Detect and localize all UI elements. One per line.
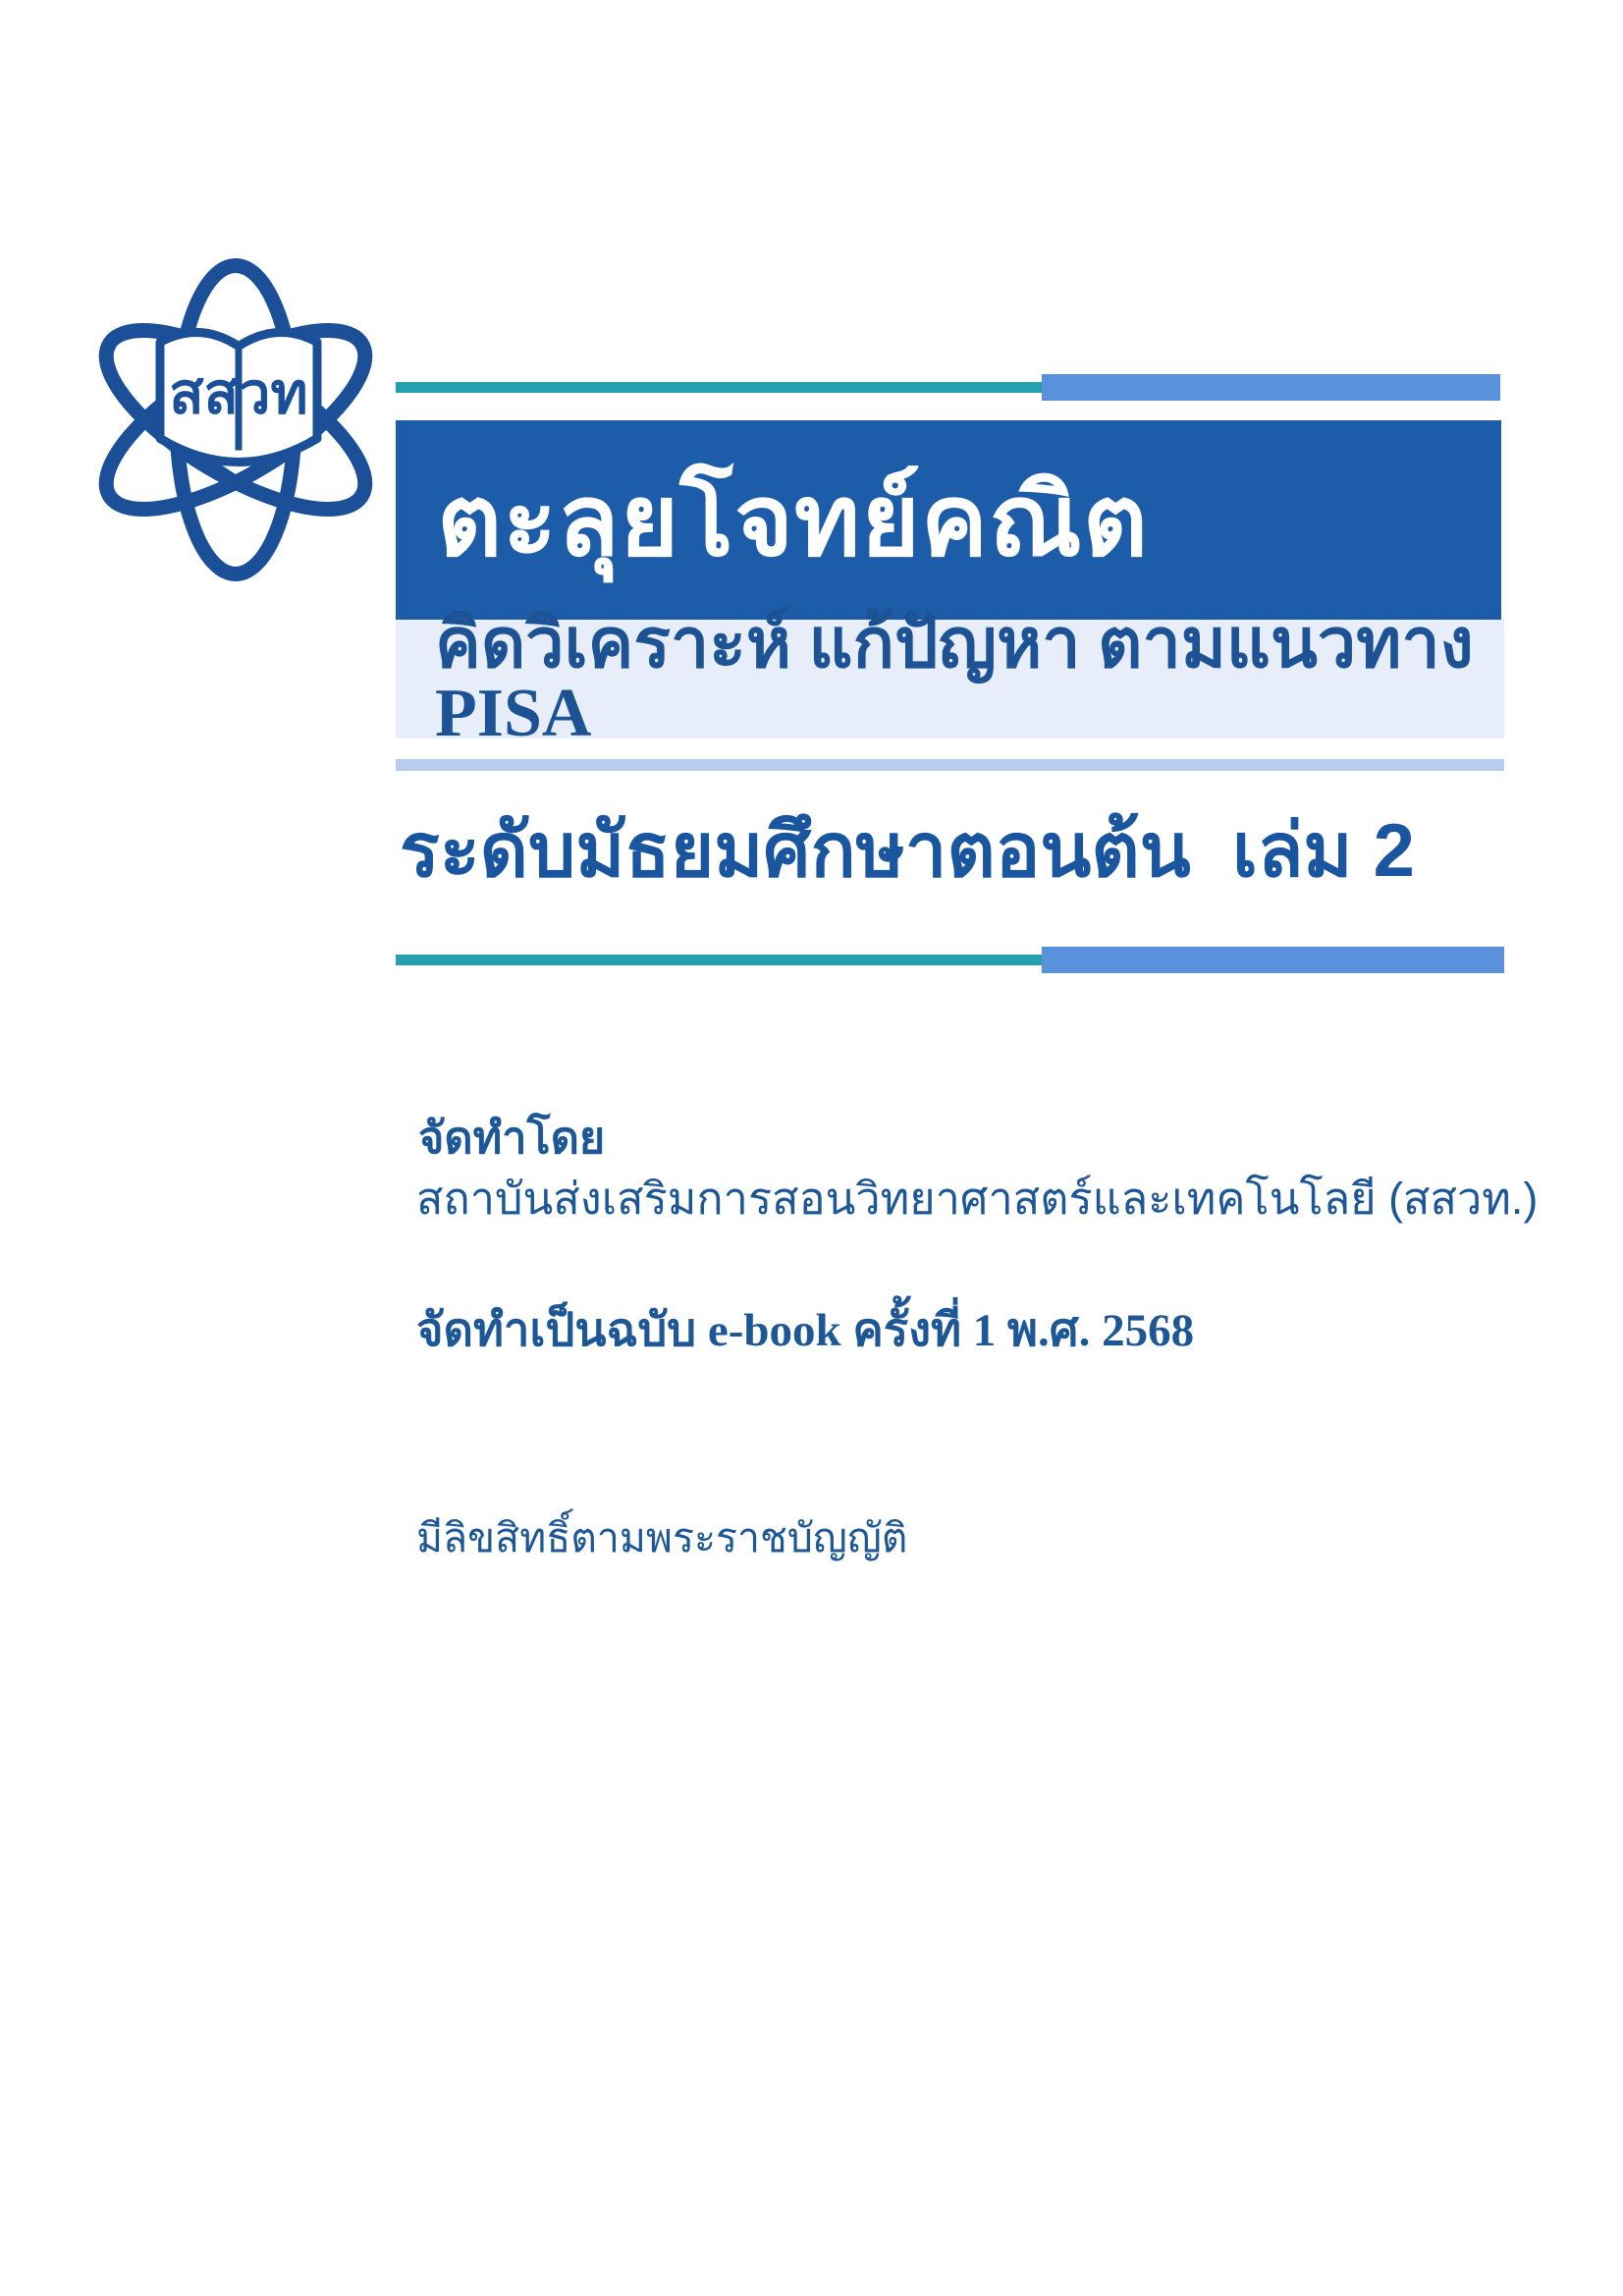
publisher-name: สถาบันส่งเสริมการสอนวิทยาศาสตร์และเทคโนโลยี (สสวท.) — [416, 1174, 1539, 1224]
book-title: ตะลุยโจทย์คณิต — [437, 464, 1149, 576]
top-accent-bar-teal — [396, 382, 1042, 393]
title-banner — [396, 420, 1501, 620]
copyright-statement: มีลิขสิทธิ์ตามพระราชบัญญัติ — [416, 1515, 908, 1560]
top-accent-bar-blue — [1042, 374, 1500, 401]
bottom-accent-bar-blue — [1042, 947, 1504, 973]
book-subtitle: คิดวิเคราะห์ แก้ปัญหา ตามแนวทาง PISA — [435, 606, 1491, 751]
logo-text: สสวท — [169, 361, 308, 426]
prepared-by-label: จัดทำโดย — [418, 1113, 606, 1163]
level-volume-heading: ระดับมัธยมศึกษาตอนต้น เล่ม 2 — [400, 808, 1415, 893]
atom-book-icon — [83, 257, 388, 582]
divider-line — [396, 759, 1504, 771]
ipst-logo-icon — [83, 257, 388, 582]
subtitle-banner — [396, 606, 1504, 751]
bottom-accent-bar-teal — [396, 955, 1042, 965]
edition-statement: จัดทำเป็นฉบับ e-book ครั้งที่ 1 พ.ศ. 2568 — [416, 1305, 1195, 1356]
